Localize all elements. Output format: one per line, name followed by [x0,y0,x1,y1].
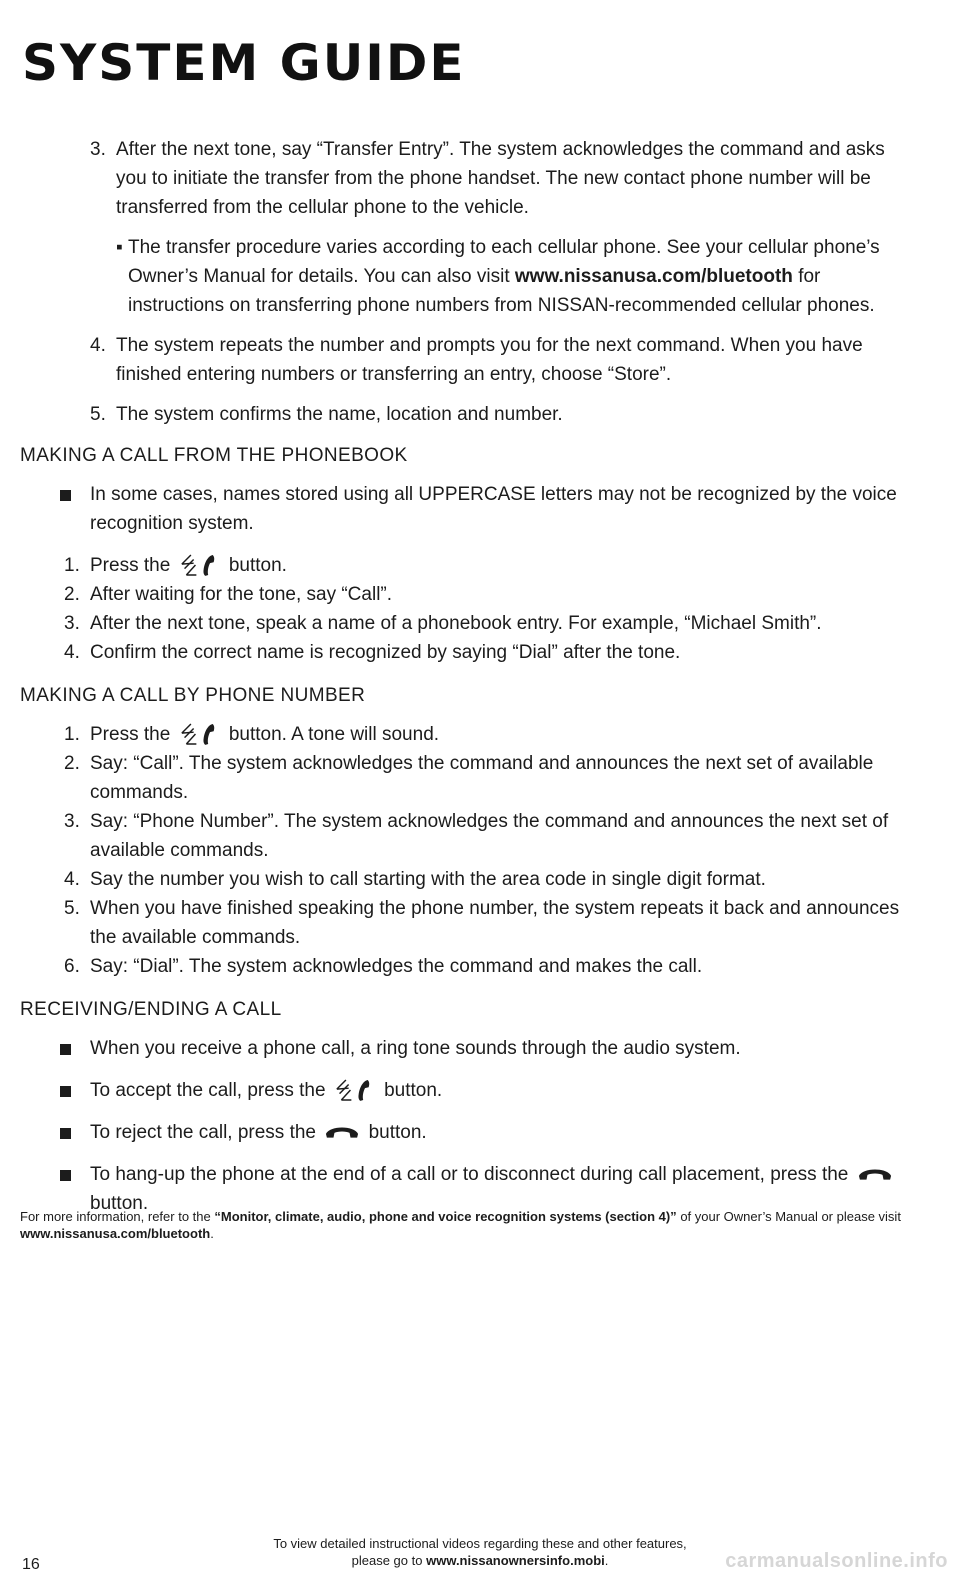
footnote-text-middle: of your Owner’s Manual or please visit [680,1209,901,1224]
footnote-text-end: . [210,1226,214,1241]
square-bullet-icon [60,1086,71,1097]
list-item [20,865,920,894]
footnote-section-ref: “Monitor, climate, audio, phone and voice recognition systems (section 4)” [214,1209,677,1224]
list-item [20,135,920,222]
bullet-marker: ▪ [116,237,123,258]
step-text: The system repeats the number and prompts you for the next command. When you have finished entering numbers or transferring an entry, choose “Store”. [116,335,863,385]
page-number: 16 [22,1556,40,1573]
section-heading-phone-number: MAKING A CALL BY PHONE NUMBER [20,685,366,706]
square-bullet-icon [60,1044,71,1055]
bluetooth-link[interactable]: www.nissanusa.com/bluetooth [514,266,793,287]
step-number: 1. [64,724,80,745]
item-text: To accept the call, press the [90,1080,326,1101]
hang-up-icon [325,1122,359,1140]
step-text: When you have finished speaking the phone number, the system repeats it back and announces the available commands. [90,898,900,948]
step-text: The system confirms the name, location and number. [116,404,563,425]
transfer-note [20,233,920,320]
list-item [20,749,920,807]
item-text: To hang-up the phone at the end of a call or to disconnect during call placement, press the [90,1164,849,1185]
note-text: In some cases, names stored using all UPPERCASE letters may not be recognized by the voice recognition system. [90,484,897,534]
talk-phone-icon [180,553,220,577]
item-text: When you receive a phone call, a ring tone sounds through the audio system. [90,1038,741,1059]
step-text: After the next tone, say “Transfer Entry”. The system acknowledges the command and asks you to initiate the transfer from the phone handset. The new contact phone number will be transferred from the cellular phone to the vehicle. [116,139,885,218]
list-item [20,638,920,667]
step-text: After waiting for the tone, say “Call”. [90,584,393,605]
step-number: 3. [90,139,106,160]
section-heading-phonebook: MAKING A CALL FROM THE PHONEBOOK [20,445,408,466]
step-number: 4. [90,335,106,356]
step-number: 5. [90,404,106,425]
watermark: carmanualsonline.info [725,1550,948,1572]
footer-line-1: To view detailed instructional videos regarding these and other features, [273,1536,687,1551]
footnote-link[interactable]: www.nissanusa.com/bluetooth [20,1226,211,1241]
footer-text-end: . [604,1553,609,1568]
transfer-note-text-end: for instructions on transferring phone numbers from NISSAN-recommended cellular phones. [128,266,875,316]
list-item [20,952,920,981]
transfer-note-text: The transfer procedure varies according to each cellular phone. See your cellular phone’s Owner’s Manual for details. You can also visit [128,237,880,287]
item-text-end: button. [384,1080,443,1101]
footnote-text: For more information, refer to the [20,1209,211,1224]
step-number: 3. [64,613,80,634]
main-content [20,135,920,1231]
step-number: 3. [64,811,80,832]
page-title: SYSTEM GUIDE [22,34,466,92]
step-number: 4. [64,869,80,890]
item-text-end: button. [90,1193,149,1214]
step-text-end: button. A tone will sound. [228,724,440,745]
step-text: Say the number you wish to call starting with the area code in single digit format. [90,869,766,890]
step-text: Say: “Dial”. The system acknowledges the command and makes the call. [90,956,703,977]
list-item [20,720,920,749]
list-item [20,1034,920,1063]
list-item [20,894,920,952]
step-text: Confirm the correct name is recognized by saying “Dial” after the tone. [90,642,681,663]
step-number: 6. [64,956,80,977]
step-number: 1. [64,555,80,576]
square-bullet-icon [60,1170,71,1181]
talk-phone-icon [180,722,220,746]
list-item [20,1076,920,1105]
list-item [20,580,920,609]
list-item [20,609,920,638]
square-bullet-icon [60,1128,71,1139]
step-text: Say: “Call”. The system acknowledges the command and announces the next set of available commands. [90,753,874,803]
step-text: Press the [90,724,171,745]
step-text: After the next tone, speak a name of a phonebook entry. For example, “Michael Smith”. [90,613,822,634]
footnote [20,1208,930,1242]
step-number: 2. [64,584,80,605]
square-bullet-icon [60,490,71,501]
footer-text: please go to [351,1553,423,1568]
owners-info-link[interactable]: www.nissanownersinfo.mobi [426,1553,605,1568]
step-number: 4. [64,642,80,663]
section-heading-receiving: RECEIVING/ENDING A CALL [20,999,282,1020]
step-number: 5. [64,898,80,919]
step-number: 2. [64,753,80,774]
list-item [20,1118,920,1147]
list-item [20,331,920,389]
item-text-end: button. [368,1122,427,1143]
step-text: Say: “Phone Number”. The system acknowledges the command and announces the next set of available commands. [90,811,889,861]
list-item [20,400,920,429]
step-text: Press the [90,555,171,576]
hang-up-icon [858,1164,892,1182]
item-text: To reject the call, press the [90,1122,316,1143]
list-item [20,551,920,580]
list-item [20,807,920,865]
note-item [20,480,920,538]
talk-phone-icon [335,1078,375,1102]
step-text-end: button. [228,555,287,576]
